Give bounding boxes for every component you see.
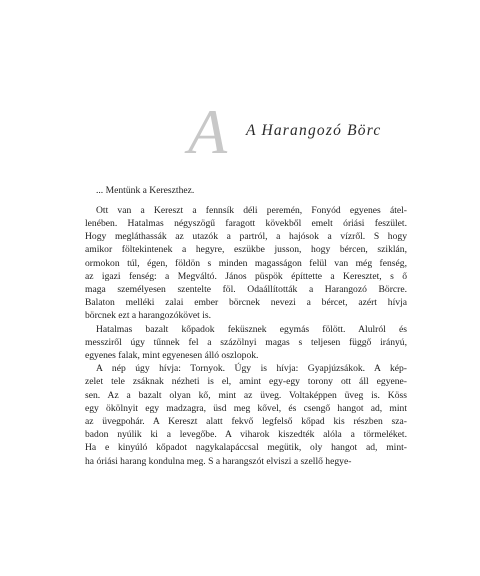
text-line: lenében. Hatalmas négyszögű faragott kövekből emelt óriási feszület. [85,217,407,229]
decorative-initial: A [188,96,228,167]
text-line: az üvegpohár. A Kereszt alatt fekvő legfelső kőpad kis részben sza- [85,415,407,427]
text-line: amikor föltekintenek a hegyre, eszükbe jusson, hogy bércen, sziklán, [85,244,407,256]
text-line: A nép úgy hívja: Tornyok. Úgy is hívja: Gyapjúzsákok. A kép- [96,363,407,375]
text-line: maga személyesen szentelte föl. Odaállították a Harangozó Börcre. [85,283,407,295]
text-line: messziről úgy tűnnek fel a százölnyi magas s teljesen függő irányú, [85,336,407,348]
text-line: badon nyúlik ki a levegőbe. A viharok kiszedték alóla a törmeléket. [85,429,407,441]
text-line: ormokon túl, égen, földön s minden magasságon felül van még fenség, [85,257,407,269]
paragraph [85,204,407,323]
paragraph [85,362,407,468]
text-line: börcnek ezt a harangozókövet is. [85,310,211,322]
text-line: egyenes falak, mint egyenesen álló oszlopok. [85,349,259,361]
text-line: Ha e kinyúló kőpadot nagykalapáccsal megütik, oly hangot ad, mint- [85,442,407,454]
body-text [85,184,407,468]
chapter-heading [188,96,428,170]
text-line: zelet tele zsáknak nézheti is el, amint egy-egy torony ott áll egyene- [85,376,407,388]
text-line: az igazi fenség: a Megváltó. János püspök építtette a Keresztet, s ő [85,270,407,282]
text-line: sen. Az a bazalt olyan kő, mint az üveg. Voltaképpen üveg is. Köss [85,389,407,401]
text-line: ha óriási harang kondulna meg. S a harangszót elviszi a szellő hegye- [85,455,352,467]
text-line: Hatalmas bazalt kőpadok feküsznek egymás fölött. Alulról és [96,323,407,335]
text-line: egy ökölnyit egy madzagra, üsd meg kővel, és csengő hangot ad, mint [85,402,407,414]
paragraph [85,323,407,363]
text-line: Ott van a Kereszt a fennsík déli peremén, Fonyód egyenes átel- [96,204,407,216]
text-line: Hogy megláthassák az utazók a partról, a hajósok a vízről. S hogy [85,231,407,243]
text-line: ... Mentünk a Kereszthez. [96,185,195,196]
chapter-title: A Harangozó Börc [246,122,382,139]
paragraph [85,184,407,197]
text-line: Balaton melléki zalai ember börcnek nevezi a bércet, azért hívja [85,297,407,309]
